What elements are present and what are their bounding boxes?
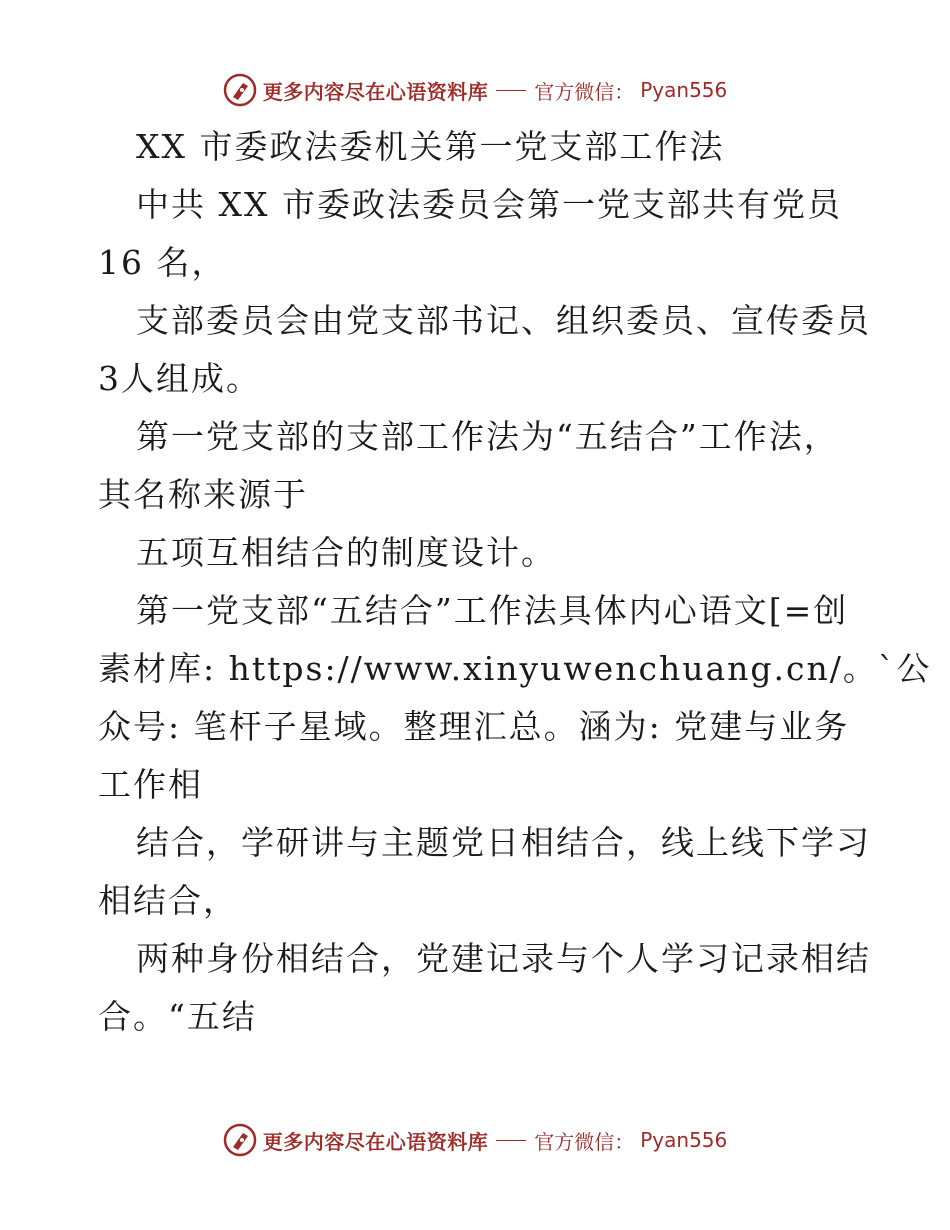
banner-main-text: 更多内容尽在心语资料库: [262, 79, 489, 104]
document-body: [98, 118, 932, 1046]
text-line: 16 名，: [98, 243, 227, 282]
text-line: XX 市委政法委机关第一党支部工作法: [136, 127, 725, 166]
pen-nib-seal-icon: [223, 1123, 257, 1157]
banner-wechat-id: Pyan556: [640, 1128, 728, 1152]
text-line: 其名称来源于: [98, 475, 308, 514]
text-line: 两种身份相结合，党建记录与个人学习记录相结: [136, 939, 871, 978]
brand: [223, 73, 728, 107]
banner-wechat-id: Pyan556: [640, 78, 728, 102]
text-line: 结合，学研讲与主题党日相结合，线上线下学习: [136, 823, 871, 862]
brand: [223, 1123, 728, 1157]
banner-separator: [496, 1140, 526, 1141]
text-line: 五项互相结合的制度设计。: [136, 533, 556, 572]
banner-sub-text: 官方微信：: [534, 79, 635, 104]
text-line: 第一党支部“五结合”工作法具体内心语文[=创: [136, 591, 849, 630]
text-line: 素材库: https://www.xinyuwenchuang.cn/。`公: [98, 649, 932, 688]
text-line: 工作相: [98, 765, 203, 804]
text-line: 中共 XX 市委政法委员会第一党支部共有党员: [136, 185, 842, 224]
footer-banner: [0, 1120, 950, 1160]
text-line: 合。“五结: [98, 997, 257, 1036]
banner-sub-text: 官方微信：: [534, 1129, 635, 1154]
text-line: 3人组成。: [98, 359, 261, 398]
text-line: 众号: 笔杆子星域。整理汇总。涵为: 党建与业务: [98, 707, 850, 746]
banner-main-text: 更多内容尽在心语资料库: [262, 1129, 489, 1154]
text-line: 第一党支部的支部工作法为“五结合”工作法，: [136, 417, 839, 456]
header-banner: [0, 70, 950, 110]
pen-nib-seal-icon: [223, 73, 257, 107]
text-line: 支部委员会由党支部书记、组织委员、宣传委员: [136, 301, 871, 340]
text-line: 相结合，: [98, 881, 238, 920]
banner-separator: [496, 90, 526, 91]
